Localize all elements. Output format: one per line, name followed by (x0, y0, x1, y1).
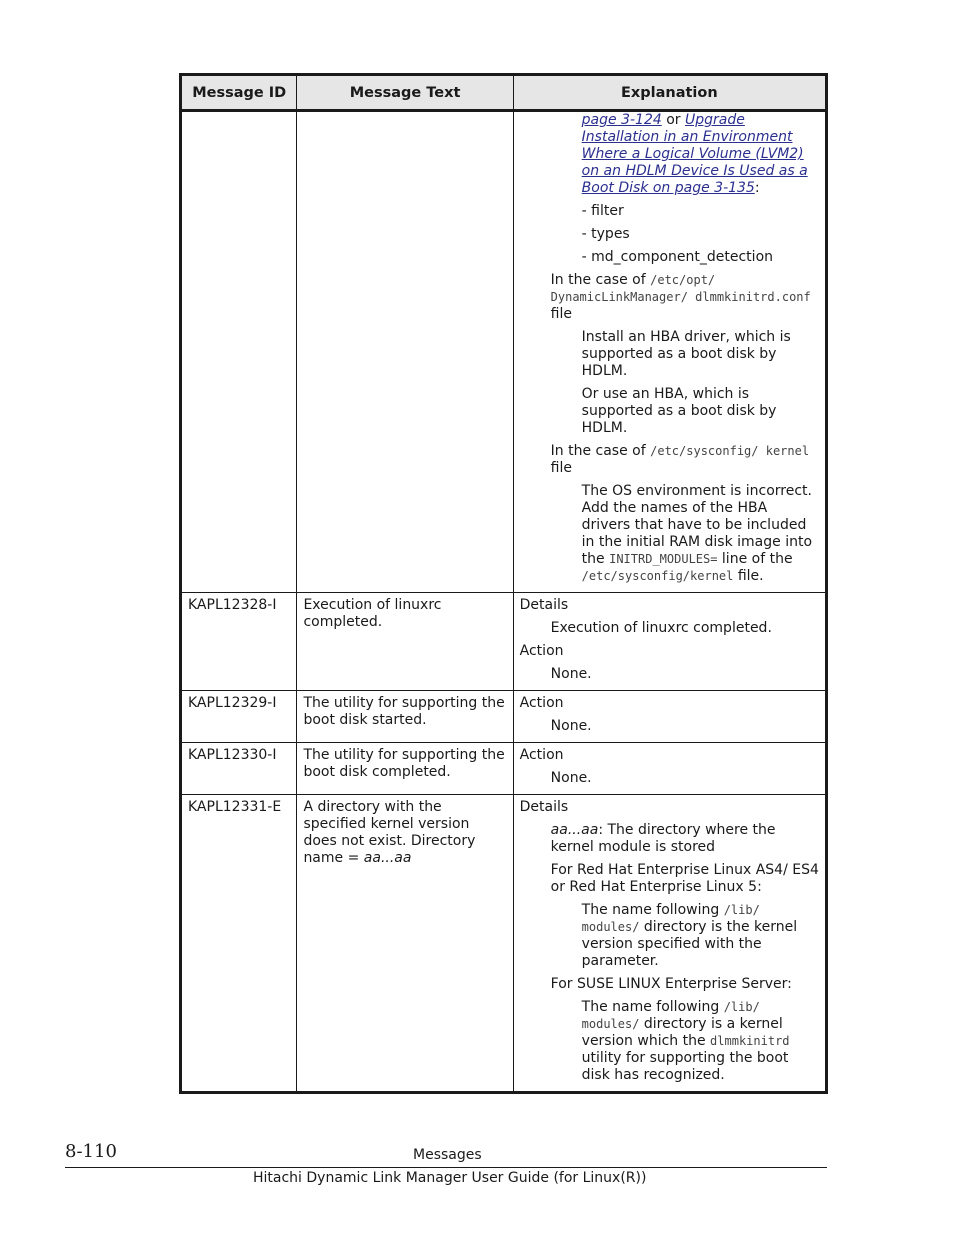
case-sysconfig-kernel (520, 443, 819, 477)
rhel-heading: For Red Hat Enterprise Linux AS4/ ES4 or Red Hat Enterprise Linux 5: (550, 862, 819, 895)
os-text-mid: line of the (717, 551, 793, 567)
cell-message-text (297, 111, 513, 593)
case-suffix: file (550, 460, 572, 476)
cell-message-text: The utility for supporting the boot disk started. (297, 691, 513, 743)
guide-title: Hitachi Dynamic Link Manager User Guide (for Linux(R)) (253, 1170, 647, 1186)
cell-message-id: KAPL12330-I (181, 743, 297, 795)
variable-description (520, 822, 819, 856)
cell-explanation (513, 795, 826, 1093)
item-types: - types (581, 226, 630, 242)
rhel-text-post: directory is the kernel version specified with the parameter. (581, 919, 798, 969)
os-text-post: file. (733, 568, 764, 584)
hba-install-text: Install an HBA driver, which is supported as a boot disk by HDLM. (581, 329, 791, 379)
lib-modules-code: /lib/ modules/ (581, 903, 760, 934)
item-md-component-detection: - md_component_detection (581, 249, 774, 265)
cell-explanation (513, 111, 826, 593)
details-text: Execution of linuxrc completed. (550, 620, 772, 636)
file-path: /etc/sysconfig/ kernel (650, 444, 810, 458)
file-path: /etc/opt/ DynamicLinkManager/ dlmmkinitrd.conf (550, 273, 811, 304)
table-row (181, 743, 827, 795)
dlmmkinitrd-code: dlmmkinitrd (710, 1034, 790, 1048)
table-header-row (181, 75, 827, 111)
hba-use-text: Or use an HBA, which is supported as a boot disk by HDLM. (581, 386, 777, 436)
cell-message-id: KAPL12328-I (181, 593, 297, 691)
case-label: In the case of (550, 272, 651, 288)
cell-message-text: The utility for supporting the boot disk completed. (297, 743, 513, 795)
case-label: In the case of (550, 443, 651, 459)
text-colon: : (754, 180, 760, 196)
action-label: Action (519, 695, 564, 711)
cell-explanation (513, 691, 826, 743)
details-label: Details (519, 597, 569, 613)
message-text: A directory with the specified kernel version does not exist. Directory name = (303, 799, 476, 866)
table-row (181, 795, 827, 1093)
suse-heading: For SUSE LINUX Enterprise Server: (550, 976, 792, 992)
section-title: Messages (413, 1147, 482, 1163)
footer-divider (65, 1167, 827, 1168)
rhel-description (520, 902, 819, 970)
link-page-3-124[interactable]: page 3-124 (581, 112, 662, 128)
text-or: or (661, 112, 685, 128)
cell-message-id (181, 111, 297, 593)
cell-explanation (513, 593, 826, 691)
os-text-pre: The OS environment is incorrect. Add the names of the HBA drivers that have to be included in the initial RAM disk image into the (581, 483, 813, 567)
message-table (179, 73, 828, 1094)
lib-modules-code: /lib/ modules/ (581, 1000, 760, 1031)
initrd-modules-code: INITRD_MODULES= (609, 552, 718, 566)
suse-text-mid: directory is a kernel version which the (581, 1016, 783, 1049)
cell-message-id: KAPL12331-E (181, 795, 297, 1093)
action-label: Action (519, 643, 564, 659)
suse-text-pre: The name following (581, 999, 724, 1015)
table-row (181, 111, 827, 593)
rhel-text-pre: The name following (581, 902, 724, 918)
variable-name: aa...aa (550, 822, 599, 838)
cell-explanation (513, 743, 826, 795)
action-text: None. (550, 770, 592, 786)
reference-links (520, 112, 819, 197)
sysconfig-kernel-code: /etc/sysconfig/kernel (581, 569, 734, 583)
details-label: Details (519, 799, 569, 815)
action-text: None. (550, 666, 592, 682)
action-label: Action (519, 747, 564, 763)
directory-variable: aa...aa (363, 850, 412, 866)
os-environment-text (520, 483, 819, 585)
cell-message-id: KAPL12329-I (181, 691, 297, 743)
suse-description (520, 999, 819, 1084)
suse-text-post: utility for supporting the boot disk has recognized. (581, 1050, 789, 1083)
table-row (181, 593, 827, 691)
action-text: None. (550, 718, 592, 734)
case-suffix: file (550, 306, 572, 322)
cell-message-text (297, 795, 513, 1093)
header-message-text: Message Text (297, 75, 513, 111)
variable-desc-text: : The directory where the kernel module is stored (550, 822, 776, 855)
table-row (181, 691, 827, 743)
link-upgrade-installation[interactable]: Upgrade Installation in an Environment Where a Logical Volume (LVM2) on an HDLM Device Is Used as a Boot Disk on page 3-135 (581, 112, 808, 196)
item-filter: - filter (581, 203, 624, 219)
header-explanation: Explanation (513, 75, 826, 111)
case-dlmmkinitrd-conf (520, 272, 819, 323)
cell-message-text: Execution of linuxrc completed. (297, 593, 513, 691)
header-message-id: Message ID (181, 75, 297, 111)
page-number: 8-110 (65, 1141, 117, 1162)
